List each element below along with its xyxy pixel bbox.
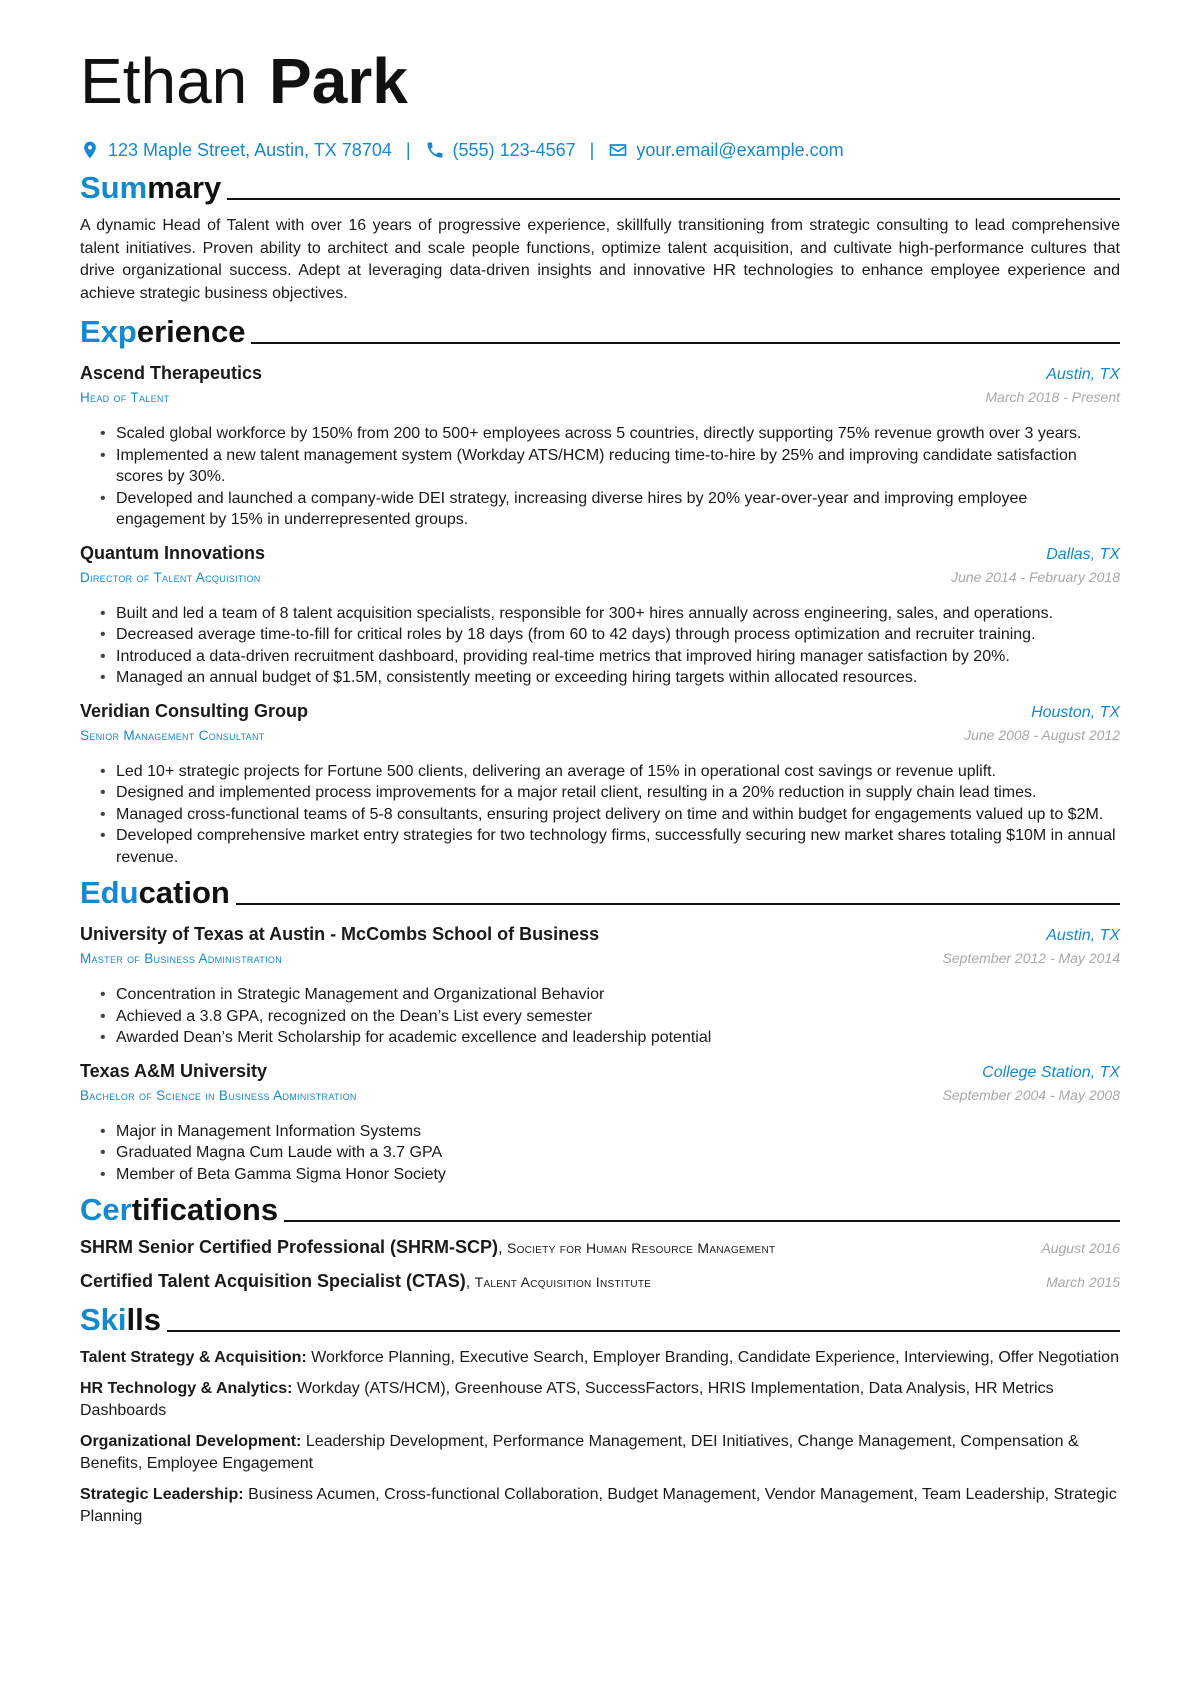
contact-phone[interactable] <box>425 140 576 161</box>
bullet-item: • Decreased average time-to-fill for critical roles by 18 days (from 60 to 42 days) through process optimization and recruiter training. <box>100 624 1120 646</box>
section-title-rest: lls <box>126 1302 161 1337</box>
entry-organization: University of Texas at Austin - McCombs School of Business <box>80 924 600 944</box>
section-title <box>80 874 230 912</box>
contact-separator: | <box>589 139 595 160</box>
bullet-item: • Designed and implemented process improvements for a major retail client, resulting in a 20% reduction in supply chain lead times. <box>100 782 1120 804</box>
experience-entry <box>80 541 1120 689</box>
phone-text[interactable]: (555) 123-4567 <box>452 139 576 160</box>
candidate-name <box>80 38 1120 124</box>
section-title-accent: Sum <box>80 170 148 205</box>
section-title-accent: Exp <box>80 314 137 349</box>
entry-dates: September 2012 - May 2014 <box>942 950 1120 966</box>
section-title <box>80 1301 161 1339</box>
entry-header <box>80 699 1120 724</box>
entry-dates: September 2004 - May 2008 <box>942 1086 1120 1103</box>
skill-group <box>80 1484 1120 1529</box>
section-rule <box>284 1220 1120 1222</box>
bullet-item: • Managed an annual budget of $1.5M, consistently meeting or exceeding hiring targets within allocated resources. <box>100 667 1120 689</box>
section-title-rest: erience <box>136 314 246 349</box>
entry-degree: Bachelor of Science in Business Administration <box>80 1087 357 1103</box>
certification-date: August 2016 <box>1041 1240 1120 1256</box>
section-rule <box>236 903 1120 905</box>
certification-item <box>80 1271 1120 1297</box>
bullet-list <box>80 984 1120 1049</box>
entry-organization: Ascend Therapeutics <box>80 363 263 383</box>
section-title-rest: cation <box>138 875 230 910</box>
bullet-item: • Introduced a data-driven recruitment dashboard, providing real-time metrics that improved hiring manager satisfaction by 20%. <box>100 646 1120 668</box>
entry-role: Director of Talent Acquisition <box>80 569 261 585</box>
entry-subheader <box>80 724 1120 747</box>
bullet-item: • Developed and launched a company-wide DEI strategy, increasing diverse hires by 20% year-over-year and improving employee engagement by 15% in underrepresented groups. <box>100 488 1120 531</box>
entry-location: Austin, TX <box>1046 927 1120 944</box>
bullet-item: • Achieved a 3.8 GPA, recognized on the Dean’s List every semester <box>100 1006 1120 1028</box>
certification-issuer: Talent Acquisition Institute <box>474 1274 652 1290</box>
envelope-icon <box>608 140 628 160</box>
entry-location: College Station, TX <box>982 1063 1120 1081</box>
certification-item <box>80 1237 1120 1263</box>
section-title-accent: Cer <box>80 1192 132 1227</box>
contact-address <box>80 140 392 161</box>
entry-dates: June 2014 - February 2018 <box>951 568 1120 585</box>
entry-role: Senior Management Consultant <box>80 727 265 743</box>
education-entry <box>80 922 1120 1049</box>
entry-organization: Veridian Consulting Group <box>80 700 309 721</box>
experience-entry <box>80 699 1120 869</box>
bullet-item: • Scaled global workforce by 150% from 200 to 500+ employees across 5 countries, directly supporting 75% revenue growth over 3 years. <box>100 423 1120 445</box>
skill-list: Workforce Planning, Executive Search, Employer Branding, Candidate Experience, Interviewing, Offer Negotiation <box>311 1349 1119 1366</box>
summary-section-heading <box>80 167 1120 207</box>
section-title-accent: Ski <box>80 1302 127 1337</box>
skill-list: Business Acumen, Cross-functional Collaboration, Budget Management, Vendor Management, Team Leadership, Strategic Planning <box>80 1485 1117 1525</box>
resume-page <box>80 38 1120 1529</box>
entry-header <box>80 541 1120 566</box>
contact-email[interactable] <box>608 140 843 161</box>
experience-section-heading <box>80 311 1120 351</box>
skill-category: HR Technology & Analytics: <box>80 1379 293 1397</box>
bullet-list <box>80 603 1120 689</box>
entry-dates: March 2018 - Present <box>985 389 1120 405</box>
bullet-item: • Major in Management Information Systems <box>100 1121 1120 1143</box>
phone-icon <box>425 140 445 160</box>
section-title <box>80 169 221 207</box>
summary-text: A dynamic Head of Talent with over 16 years of progressive experience, skillfully transitioning from strategic consulting to lead comprehensive talent initiatives. Proven ability to architect and scale people functions, optimize talent acquisition, and cultivate high-performance cultures that drive organizational success. Adept at leveraging data-driven insights and innovative HR technologies to enhance employee experience and achieve strategic business objectives. <box>80 217 1120 302</box>
entry-subheader <box>80 1084 1120 1107</box>
bullet-item: • Implemented a new talent management system (Workday ATS/HCM) reducing time-to-hire by 25% and improving candidate satisfaction scores by 30%. <box>100 445 1120 488</box>
bullet-item: • Awarded Dean’s Merit Scholarship for academic excellence and leadership potential <box>100 1027 1120 1049</box>
section-rule <box>227 198 1120 200</box>
certification-text: Certified Talent Acquisition Specialist (CTAS), Talent Acquisition Institute <box>80 1271 652 1291</box>
address-text: 123 Maple Street, Austin, TX 78704 <box>108 139 392 160</box>
skill-group <box>80 1347 1120 1370</box>
entry-dates: June 2008 - August 2012 <box>964 726 1120 743</box>
entry-subheader <box>80 947 1120 970</box>
entry-subheader <box>80 386 1120 409</box>
entry-organization: Quantum Innovations <box>80 542 266 563</box>
skill-group <box>80 1378 1120 1423</box>
map-marker-icon <box>80 140 100 160</box>
bullet-item: • Developed comprehensive market entry strategies for two technology firms, successfully securing new market shares totaling $10M in annual revenue. <box>100 825 1120 868</box>
experience-entry <box>80 361 1120 531</box>
bullet-item: • Managed cross-functional teams of 5-8 consultants, ensuring project delivery on time and within budget for engagements valued up to $2M. <box>100 804 1120 826</box>
certifications-section-heading <box>80 1189 1120 1229</box>
contact-separator: | <box>405 139 411 160</box>
skills-section-heading <box>80 1299 1120 1339</box>
section-title <box>80 1191 278 1229</box>
certification-name: Certified Talent Acquisition Specialist (CTAS) <box>80 1271 466 1291</box>
bullet-list <box>80 1121 1120 1186</box>
certification-issuer: Society for Human Resource Management <box>506 1240 776 1256</box>
bullet-item: • Built and led a team of 8 talent acquisition specialists, responsible for 300+ hires annually across engineering, sales, and operations. <box>100 603 1120 625</box>
entry-role: Head of Talent <box>80 390 170 405</box>
skill-list: Workday (ATS/HCM), Greenhouse ATS, SuccessFactors, HRIS Implementation, Data Analysis, HR Metrics Dashboards <box>80 1379 1054 1419</box>
skill-category: Talent Strategy & Acquisition: <box>80 1349 307 1366</box>
entry-header <box>80 1059 1120 1084</box>
bullet-item: • Led 10+ strategic projects for Fortune 500 clients, delivering an average of 15% in operational cost savings or revenue uplift. <box>100 761 1120 783</box>
bullet-item: • Concentration in Strategic Management and Organizational Behavior <box>100 984 1120 1006</box>
last-name: Park <box>269 45 408 117</box>
bullet-list <box>80 761 1120 869</box>
skill-list: Leadership Development, Performance Management, DEI Initiatives, Change Management, Compensation & Benefits, Employee Engagement <box>80 1432 1079 1472</box>
education-section-heading <box>80 872 1120 912</box>
skill-category: Strategic Leadership: <box>80 1485 244 1503</box>
education-entry <box>80 1059 1120 1186</box>
email-link[interactable]: your.email@example.com <box>636 139 844 160</box>
bullet-list <box>80 423 1120 531</box>
entry-degree: Master of Business Administration <box>80 951 283 966</box>
bullet-item: • Graduated Magna Cum Laude with a 3.7 GPA <box>100 1142 1120 1164</box>
contact-line <box>80 133 1120 167</box>
section-rule <box>167 1330 1120 1332</box>
certification-text: SHRM Senior Certified Professional (SHRM-SCP), Society for Human Resource Management <box>80 1237 776 1257</box>
section-title-rest: mary <box>147 170 222 205</box>
first-name: Ethan <box>80 45 248 117</box>
skill-group <box>80 1431 1120 1476</box>
certification-date: March 2015 <box>1046 1274 1120 1290</box>
section-title-accent: Edu <box>80 875 139 910</box>
entry-location: Houston, TX <box>1031 703 1120 721</box>
certification-name: SHRM Senior Certified Professional (SHRM-SCP) <box>80 1237 499 1257</box>
entry-location: Austin, TX <box>1046 366 1120 383</box>
bullet-item: • Member of Beta Gamma Sigma Honor Society <box>100 1164 1120 1186</box>
entry-subheader <box>80 566 1120 589</box>
section-rule <box>251 342 1120 344</box>
skill-category: Organizational Development: <box>80 1432 302 1450</box>
section-title <box>80 313 245 351</box>
entry-location: Dallas, TX <box>1046 545 1120 563</box>
entry-header <box>80 361 1120 386</box>
section-title-rest: tifications <box>131 1192 279 1227</box>
entry-header <box>80 922 1120 947</box>
entry-organization: Texas A&M University <box>80 1060 268 1081</box>
